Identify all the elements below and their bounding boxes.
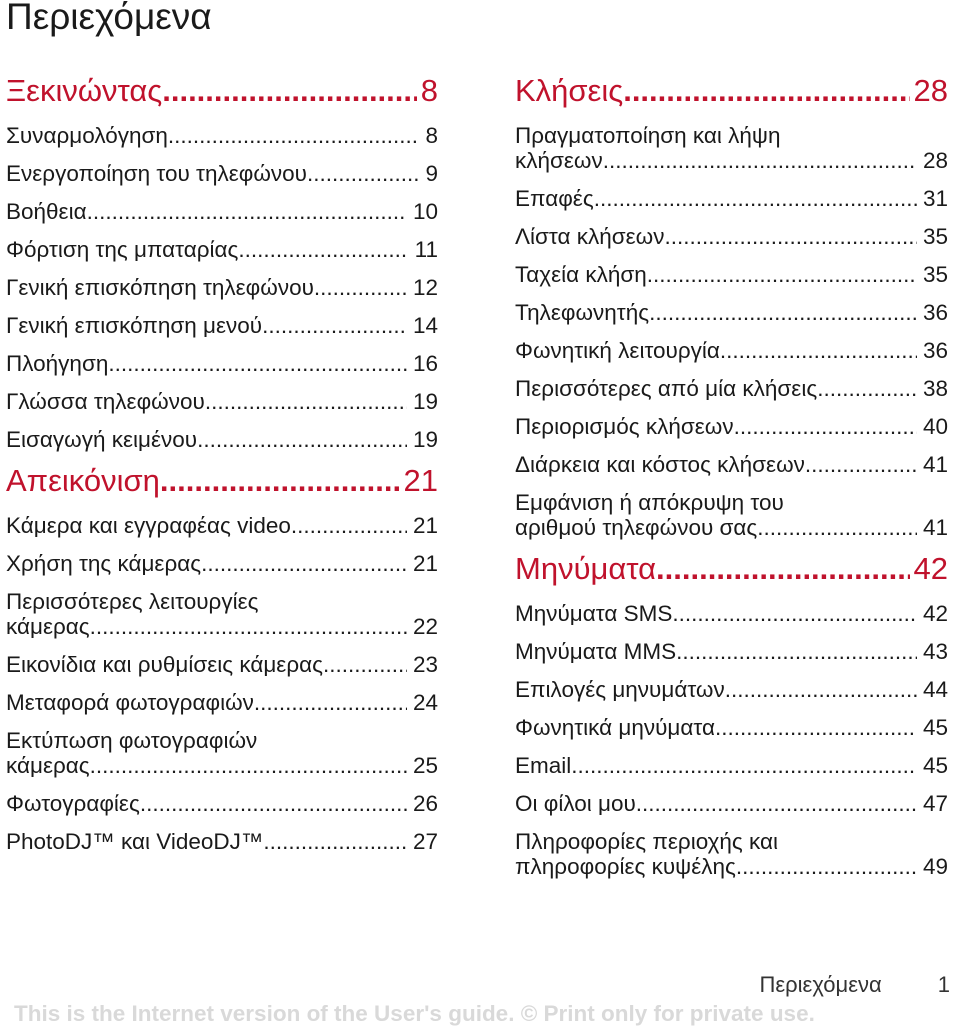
entry-page-number: 45 bbox=[922, 752, 948, 778]
section-title: Ξεκινώντας bbox=[6, 73, 163, 108]
toc-entry[interactable] bbox=[515, 255, 948, 293]
entry-title-line1: Πληροφορίες περιοχής και bbox=[515, 828, 779, 854]
dot-leader bbox=[168, 123, 420, 148]
toc-entry[interactable] bbox=[6, 382, 438, 420]
dot-leader bbox=[734, 414, 917, 439]
entry-title: Ενεργοποίηση του τηλεφώνου bbox=[6, 160, 307, 186]
toc-section-heading[interactable] bbox=[6, 460, 438, 502]
dot-leader bbox=[238, 237, 408, 262]
entry-title-line2-row bbox=[515, 148, 948, 173]
toc-entry[interactable] bbox=[515, 594, 948, 632]
toc-entry[interactable] bbox=[6, 192, 438, 230]
toc-entry[interactable] bbox=[6, 645, 438, 683]
entry-page-number: 31 bbox=[922, 185, 948, 211]
toc-entry[interactable] bbox=[6, 683, 438, 721]
dot-leader bbox=[571, 753, 917, 778]
toc-entry[interactable] bbox=[515, 407, 948, 445]
toc-entry[interactable] bbox=[6, 506, 438, 544]
footer-page-label bbox=[759, 972, 950, 998]
entry-page-number: 24 bbox=[412, 689, 438, 715]
toc-entry[interactable] bbox=[515, 331, 948, 369]
entry-title: Πλοήγηση bbox=[6, 350, 109, 376]
entry-page-number: 26 bbox=[412, 790, 438, 816]
entry-title: Τηλεφωνητής bbox=[515, 299, 650, 325]
entry-title: Μεταφορά φωτογραφιών bbox=[6, 689, 254, 715]
dot-leader bbox=[656, 548, 909, 590]
toc-section bbox=[515, 548, 948, 885]
entry-title: Συναρμολόγηση bbox=[6, 122, 168, 148]
entry-title-line2-row bbox=[6, 614, 438, 639]
entry-page-number: 23 bbox=[412, 651, 438, 677]
entry-title: Διάρκεια και κόστος κλήσεων bbox=[515, 451, 805, 477]
dot-leader bbox=[736, 854, 917, 879]
dot-leader bbox=[254, 690, 407, 715]
entry-title: Επιλογές μηνυμάτων bbox=[515, 676, 725, 702]
toc-entry[interactable] bbox=[6, 306, 438, 344]
dot-leader bbox=[676, 639, 917, 664]
entry-page-number: 22 bbox=[412, 613, 438, 639]
section-page-number: 28 bbox=[913, 73, 948, 108]
section-page-number: 21 bbox=[403, 463, 438, 498]
toc-entry[interactable] bbox=[6, 544, 438, 582]
entry-page-number: 21 bbox=[412, 550, 438, 576]
entry-title-line1: Εκτύπωση φωτογραφιών bbox=[6, 727, 258, 753]
entry-page-number: 8 bbox=[425, 122, 438, 148]
entry-page-number: 16 bbox=[412, 350, 438, 376]
toc-entry[interactable] bbox=[515, 746, 948, 784]
entry-title: Γενική επισκόπηση μενού bbox=[6, 312, 263, 338]
toc-section-heading[interactable] bbox=[515, 70, 948, 112]
toc-entry[interactable] bbox=[6, 420, 438, 458]
footer-page-number: 1 bbox=[937, 972, 950, 997]
dot-leader bbox=[720, 338, 917, 363]
footer-section-label: Περιεχόμενα bbox=[759, 972, 882, 997]
entry-page-number: 28 bbox=[922, 147, 948, 173]
toc-entry[interactable] bbox=[515, 116, 948, 179]
entry-title: PhotoDJ™ και VideoDJ™ bbox=[6, 828, 264, 854]
dot-leader bbox=[87, 199, 407, 224]
dot-leader bbox=[805, 452, 917, 477]
entry-page-number: 40 bbox=[922, 413, 948, 439]
entry-title: Γενική επισκόπηση τηλεφώνου bbox=[6, 274, 314, 300]
entry-title-line2-row bbox=[6, 753, 438, 778]
section-title: Κλήσεις bbox=[515, 73, 624, 108]
dot-leader bbox=[90, 753, 407, 778]
page-title: Περιεχόμενα bbox=[6, 0, 212, 37]
section-page-number: 42 bbox=[913, 551, 948, 586]
toc-entry[interactable] bbox=[515, 217, 948, 255]
toc-entry[interactable] bbox=[515, 445, 948, 483]
entry-title: Γλώσσα τηλεφώνου bbox=[6, 388, 205, 414]
toc-entry[interactable] bbox=[515, 483, 948, 546]
entry-title: Κάμερα και εγγραφέας video bbox=[6, 512, 291, 538]
entry-title: Οι φίλοι μου bbox=[515, 790, 636, 816]
entry-title: Φόρτιση της μπαταρίας bbox=[6, 236, 239, 262]
toc-entry[interactable] bbox=[6, 822, 438, 860]
dot-leader bbox=[162, 70, 417, 112]
dot-leader bbox=[205, 389, 407, 414]
toc-entry[interactable] bbox=[515, 822, 948, 885]
toc-section bbox=[6, 460, 438, 860]
entry-title: Φωτογραφίες bbox=[6, 790, 140, 816]
entry-title: Email bbox=[515, 752, 572, 778]
dot-leader bbox=[160, 460, 400, 502]
entry-title: Περιορισμός κλήσεων bbox=[515, 413, 734, 439]
toc-entry[interactable] bbox=[515, 784, 948, 822]
entry-title-line2: πληροφορίες κυψέλης bbox=[515, 853, 736, 879]
dot-leader bbox=[140, 791, 407, 816]
entry-page-number: 25 bbox=[412, 752, 438, 778]
entry-page-number: 49 bbox=[922, 853, 948, 879]
entry-page-number: 35 bbox=[922, 223, 948, 249]
dot-leader bbox=[649, 300, 917, 325]
entry-title: Ταχεία κλήση bbox=[515, 261, 647, 287]
toc-entry[interactable] bbox=[515, 632, 948, 670]
entry-title: Εικονίδια και ρυθμίσεις κάμερας bbox=[6, 651, 323, 677]
dot-leader bbox=[323, 652, 407, 677]
toc-entry[interactable] bbox=[6, 582, 438, 645]
entry-title: Εισαγωγή κειμένου bbox=[6, 426, 198, 452]
entry-title: Χρήση της κάμερας bbox=[6, 550, 202, 576]
entry-page-number: 19 bbox=[412, 388, 438, 414]
dot-leader bbox=[314, 275, 407, 300]
entry-page-number: 47 bbox=[922, 790, 948, 816]
entry-page-number: 35 bbox=[922, 261, 948, 287]
dot-leader bbox=[665, 224, 917, 249]
toc-entry[interactable] bbox=[6, 784, 438, 822]
entry-page-number: 36 bbox=[922, 337, 948, 363]
section-title: Μηνύματα bbox=[515, 551, 657, 586]
toc-entry[interactable] bbox=[6, 116, 438, 154]
toc-column-right bbox=[515, 70, 948, 887]
toc-section bbox=[515, 70, 948, 546]
toc-section-heading[interactable] bbox=[515, 548, 948, 590]
entry-title-line2: κάμερας bbox=[6, 752, 90, 778]
dot-leader bbox=[757, 515, 917, 540]
dot-leader bbox=[594, 186, 917, 211]
entry-page-number: 10 bbox=[412, 198, 438, 224]
dot-leader bbox=[262, 313, 407, 338]
footer-watermark-note: This is the Internet version of the User's guide. © Print only for private use. bbox=[14, 1001, 815, 1026]
dot-leader bbox=[603, 148, 917, 173]
toc-column-left bbox=[6, 70, 438, 862]
dot-leader bbox=[647, 262, 917, 287]
entry-title: Μηνύματα MMS bbox=[515, 638, 677, 664]
entry-title-line2: αριθμού τηλεφώνου σας bbox=[515, 514, 758, 540]
entry-title-line1: Περισσότερες λειτουργίες bbox=[6, 588, 259, 614]
toc-entry[interactable] bbox=[515, 708, 948, 746]
dot-leader bbox=[90, 614, 407, 639]
entry-page-number: 9 bbox=[425, 160, 438, 186]
toc-entry[interactable] bbox=[6, 268, 438, 306]
entry-title-line2: κλήσεων bbox=[515, 147, 603, 173]
toc-section-heading[interactable] bbox=[6, 70, 438, 112]
dot-leader bbox=[291, 513, 407, 538]
entry-page-number: 27 bbox=[412, 828, 438, 854]
entry-page-number: 11 bbox=[414, 236, 438, 262]
entry-page-number: 42 bbox=[922, 600, 948, 626]
toc-entry[interactable] bbox=[6, 344, 438, 382]
section-page-number: 8 bbox=[420, 73, 438, 108]
entry-page-number: 12 bbox=[412, 274, 438, 300]
toc-entry[interactable] bbox=[515, 369, 948, 407]
dot-leader bbox=[672, 601, 917, 626]
dot-leader bbox=[263, 829, 407, 854]
dot-leader bbox=[197, 427, 407, 452]
entry-page-number: 21 bbox=[412, 512, 438, 538]
entry-title: Περισσότερες από μία κλήσεις bbox=[515, 375, 818, 401]
dot-leader bbox=[725, 677, 917, 702]
entry-page-number: 41 bbox=[922, 451, 948, 477]
dot-leader bbox=[817, 376, 917, 401]
entry-title: Λίστα κλήσεων bbox=[515, 223, 665, 249]
entry-page-number: 44 bbox=[922, 676, 948, 702]
entry-page-number: 38 bbox=[922, 375, 948, 401]
entry-page-number: 36 bbox=[922, 299, 948, 325]
entry-title-line2: κάμερας bbox=[6, 613, 90, 639]
toc-entry[interactable] bbox=[515, 293, 948, 331]
entry-page-number: 45 bbox=[922, 714, 948, 740]
entry-title: Βοήθεια bbox=[6, 198, 87, 224]
entry-title-line1: Εμφάνιση ή απόκρυψη του bbox=[515, 489, 784, 515]
entry-title: Φωνητικά μηνύματα bbox=[515, 714, 715, 740]
entry-title: Επαφές bbox=[515, 185, 594, 211]
dot-leader bbox=[108, 351, 407, 376]
entry-title-line1: Πραγματοποίηση και λήψη bbox=[515, 122, 781, 148]
toc-entry[interactable] bbox=[6, 721, 438, 784]
entry-page-number: 14 bbox=[412, 312, 438, 338]
entry-page-number: 43 bbox=[922, 638, 948, 664]
entry-title-line2-row bbox=[515, 854, 948, 879]
entry-page-number: 41 bbox=[922, 514, 948, 540]
dot-leader bbox=[715, 715, 917, 740]
toc-entry[interactable] bbox=[515, 670, 948, 708]
toc-section bbox=[6, 70, 438, 458]
entry-title: Μηνύματα SMS bbox=[515, 600, 673, 626]
dot-leader bbox=[636, 791, 917, 816]
section-title: Απεικόνιση bbox=[6, 463, 160, 498]
dot-leader bbox=[201, 551, 407, 576]
toc-entry[interactable] bbox=[6, 230, 438, 268]
toc-entry[interactable] bbox=[515, 179, 948, 217]
entry-title-line2-row bbox=[515, 515, 948, 540]
dot-leader bbox=[307, 161, 420, 186]
toc-entry[interactable] bbox=[6, 154, 438, 192]
entry-title: Φωνητική λειτουργία bbox=[515, 337, 720, 363]
dot-leader bbox=[623, 70, 909, 112]
entry-page-number: 19 bbox=[412, 426, 438, 452]
